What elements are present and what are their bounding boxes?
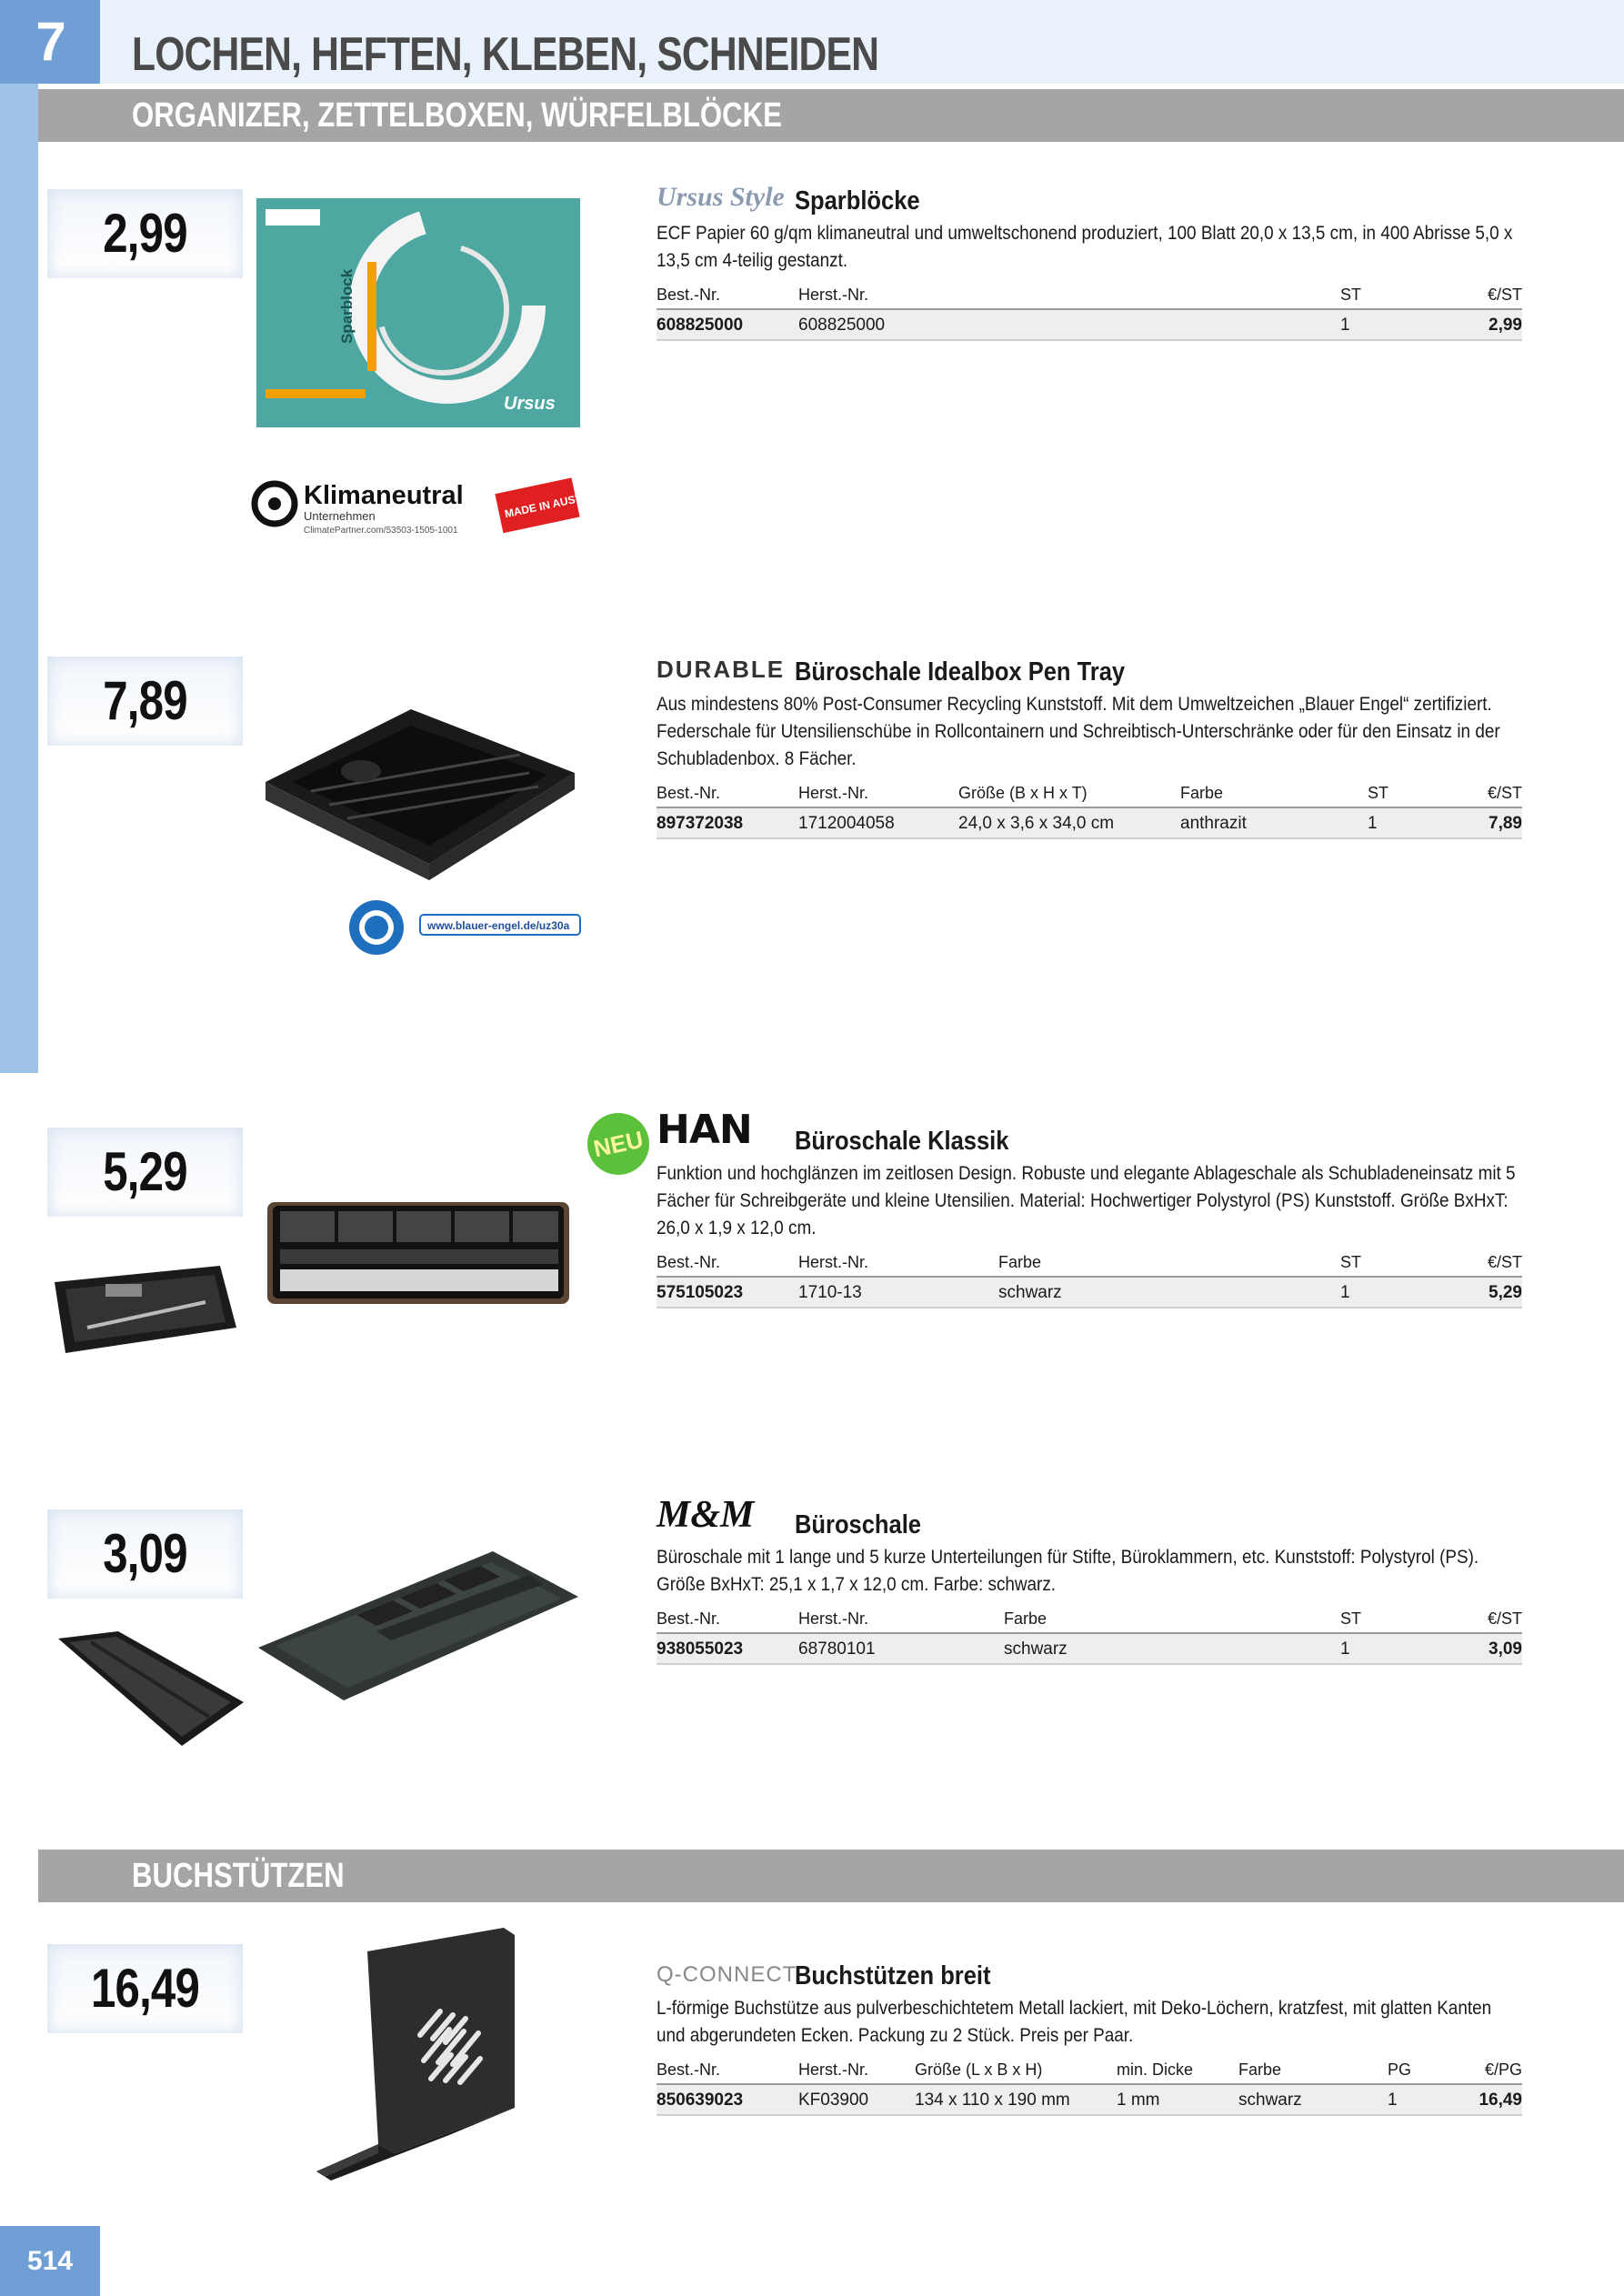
product-title: Buchstützen breit bbox=[795, 1961, 991, 1990]
tray-small-image bbox=[51, 1262, 238, 1361]
badge-climate-title: Klimaneutral bbox=[304, 481, 464, 510]
price: 3,09 bbox=[103, 1523, 187, 1584]
badge-url: www.blauer-engel.de/uz30a bbox=[427, 919, 570, 932]
cover-label: Sparblock bbox=[338, 268, 356, 344]
brand-logo: DURABLE bbox=[657, 656, 786, 683]
product-description: Büroschale mit 1 lange und 5 kurze Unterteilungen für Stifte, Büroklammern, etc. Kunststoff: Polystyrol (PS). Größe BxHxT: 25,1 x 1,7 x 12,0 cm. Farbe: schwarz. bbox=[657, 1547, 1479, 1595]
product-tray-mm bbox=[657, 1494, 1522, 1665]
price-box bbox=[47, 1128, 243, 1217]
order-table: Best.-Nr. Herst.-Nr. Größe (L x B x H) min. Dicke Farbe PG €/PG 850639023 KF03900 134 x 110 x 190 mm 1 mm schwarz 1 16,49 bbox=[657, 2057, 1522, 2116]
tray-classic-image bbox=[264, 1198, 573, 1316]
section-title: ORGANIZER, ZETTELBOXEN, WÜRFELBLÖCKE bbox=[132, 96, 782, 135]
product-title: Sparblöcke bbox=[795, 186, 920, 216]
order-table: Best.-Nr. Herst.-Nr. Farbe ST €/ST 575105023 1710-13 schwarz 1 5,29 bbox=[657, 1249, 1522, 1308]
brand-logo: M&M bbox=[657, 1494, 755, 1536]
badge-austria: MADE IN AUSTRIA bbox=[503, 487, 602, 521]
tray-mm-image bbox=[256, 1548, 580, 1707]
order-table: Best.-Nr. Herst.-Nr. Größe (B x H x T) Farbe ST €/ST 897372038 1712004058 24,0 x 3,6 x 34,0 cm anthrazit 1 7,89 bbox=[657, 780, 1522, 839]
climate-badge bbox=[253, 469, 602, 550]
section-header-organizer bbox=[38, 89, 1624, 142]
brand-logo: Ursus Style bbox=[657, 182, 785, 212]
product-sparbloecke bbox=[657, 173, 1522, 341]
price-box bbox=[47, 189, 243, 278]
bookend-image bbox=[313, 1926, 522, 2185]
page-number: 514 bbox=[0, 2226, 100, 2296]
badge-climate-sub: Unternehmen bbox=[304, 509, 376, 523]
blue-angel-badge bbox=[346, 897, 582, 965]
product-tray-classic bbox=[657, 1107, 1522, 1308]
product-title: Büroschale Idealbox Pen Tray bbox=[795, 657, 1126, 687]
order-table: Best.-Nr. Herst.-Nr. Farbe ST €/ST 938055023 68780101 schwarz 1 3,09 bbox=[657, 1606, 1522, 1665]
table-row: 575105023 1710-13 schwarz 1 5,29 bbox=[657, 1277, 1522, 1308]
product-description: ECF Papier 60 g/qm klimaneutral und umweltschonend produziert, 100 Blatt 20,0 x 13,5 cm, in 400 Abrisse 5,0 x 13,5 cm 4-teilig gestanzt. bbox=[657, 223, 1513, 271]
price: 5,29 bbox=[103, 1141, 187, 1202]
product-description: Funktion und hochglänzen im zeitlosen Design. Robuste und elegante Ablageschale als Schubladeneinsatz mit 5 Fächer für Schreibgeräte und kleine Utensilien. Material: Hochwertiger Polystyrol (PS) Kunststoff. Größe BxHxT: 26,0 x 1,9 x 12,0 cm. bbox=[657, 1163, 1516, 1238]
product-title: Büroschale bbox=[795, 1510, 921, 1539]
brand-logo: Q-CONNECT bbox=[657, 1962, 797, 1987]
product-description: L-förmige Buchstütze aus pulverbeschichtetem Metall lackiert, mit Deko-Löchern, kratzfest, mit glatten Kanten und abgerundeten Ecken. Packung zu 2 Stück. Preis per Paar. bbox=[657, 1998, 1492, 2046]
price: 2,99 bbox=[103, 203, 187, 264]
product-title: Büroschale Klassik bbox=[795, 1127, 1009, 1156]
section-title: BUCHSTÜTZEN bbox=[132, 1857, 345, 1895]
chapter-number: 7 bbox=[0, 0, 100, 84]
order-table: Best.-Nr. Herst.-Nr. ST €/ST 608825000 608825000 1 2,99 bbox=[657, 282, 1522, 341]
section-header-buchstuetzen bbox=[38, 1850, 1624, 1902]
chapter-side-tab bbox=[0, 0, 38, 1073]
product-bookends bbox=[657, 1948, 1522, 2116]
table-row: 850639023 KF03900 134 x 110 x 190 mm 1 mm schwarz 1 16,49 bbox=[657, 2084, 1522, 2115]
price-box bbox=[47, 657, 243, 746]
table-row: 897372038 1712004058 24,0 x 3,6 x 34,0 cm anthrazit 1 7,89 bbox=[657, 807, 1522, 838]
price: 7,89 bbox=[103, 670, 187, 731]
notepad-image bbox=[256, 198, 580, 432]
product-description: Aus mindestens 80% Post-Consumer Recycling Kunststoff. Mit dem Umweltzeichen „Blauer Engel“ zertifiziert. Federschale für Utensilienschübe in Rollcontainern und Schreibtisch-Unterschränke oder für den Einsatz in der Schubladenbox. 8 Fächer. bbox=[657, 694, 1500, 769]
table-row: 938055023 68780101 schwarz 1 3,09 bbox=[657, 1633, 1522, 1664]
cover-brand: Ursus bbox=[504, 394, 556, 414]
badge-climate-url: ClimatePartner.com/53503-1505-1001 bbox=[304, 526, 458, 536]
product-pen-tray bbox=[657, 644, 1522, 839]
price-box bbox=[47, 1509, 243, 1599]
price: 16,49 bbox=[90, 1958, 200, 2019]
price-box bbox=[47, 1944, 243, 2033]
new-badge: NEU bbox=[582, 1108, 656, 1181]
tray-mm-small-image bbox=[55, 1629, 246, 1752]
pen-tray-image bbox=[256, 691, 580, 885]
page-title: LOCHEN, HEFTEN, KLEBEN, SCHNEIDEN bbox=[132, 28, 879, 81]
brand-logo: HAN bbox=[657, 1107, 752, 1153]
table-row: 608825000 608825000 1 2,99 bbox=[657, 309, 1522, 340]
